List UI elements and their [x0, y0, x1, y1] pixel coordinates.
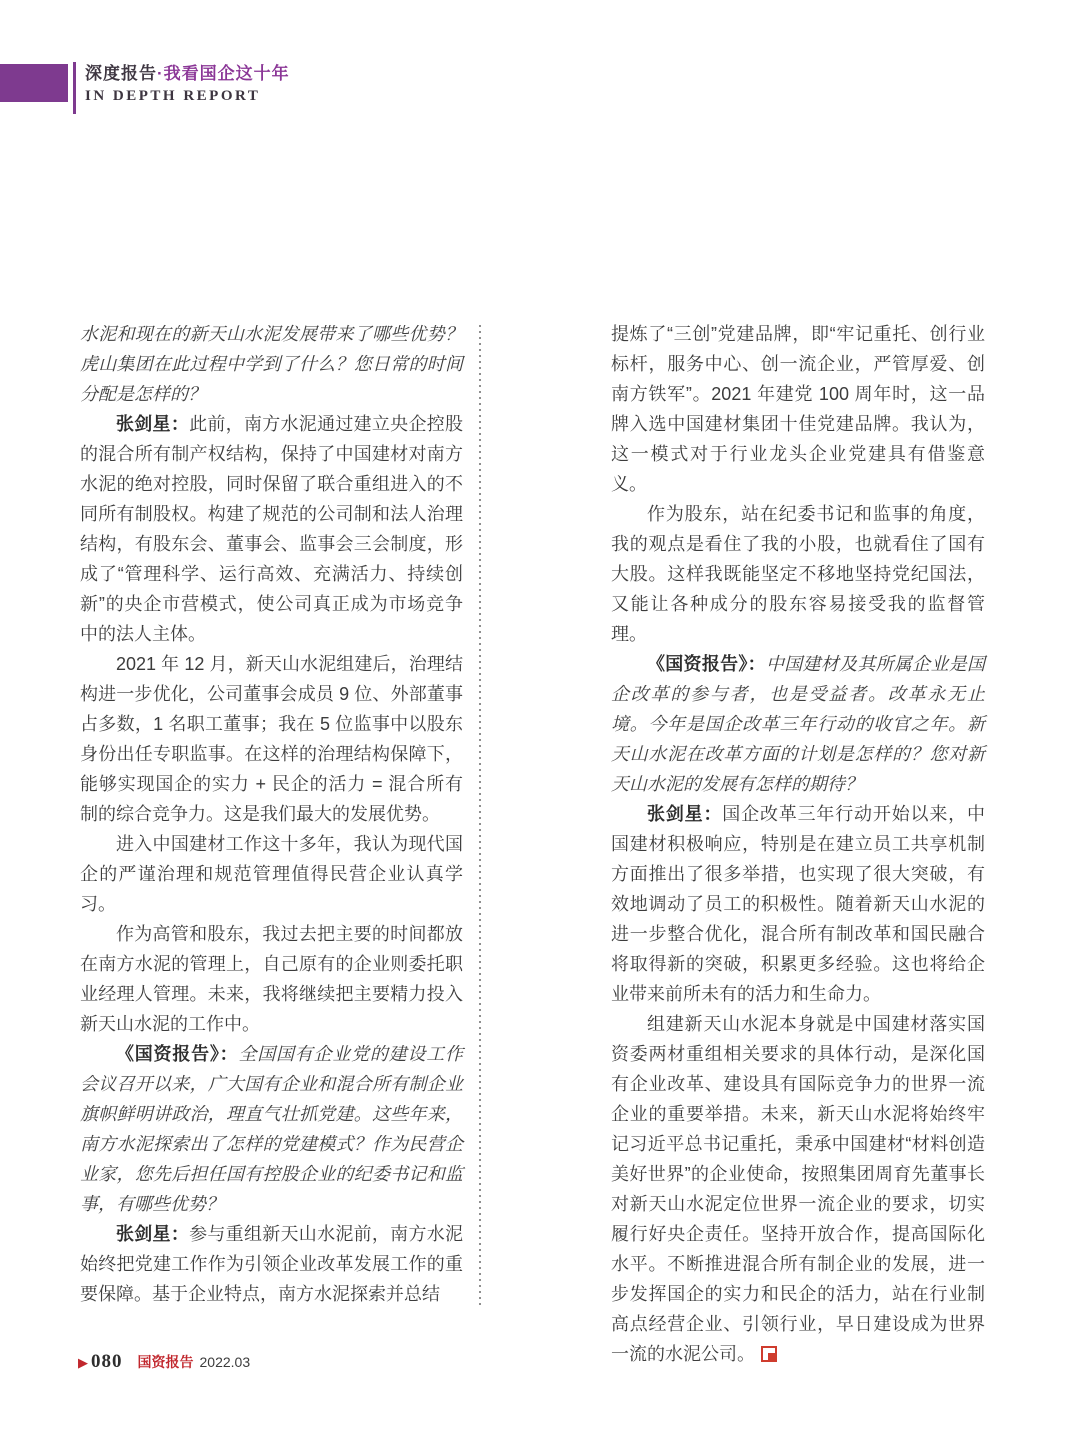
paragraph: [80, 319, 463, 409]
paragraph-text: 提炼了“三创”党建品牌，即“牢记重托、创行业标杆，服务中心、创一流企业，严管厚爱、创南方铁军”。2021 年建党 100 周年时，这一品牌入选中国建材集团十佳党建品牌。我认为，这一模式对于行业龙头企业党建具有借鉴意义。: [611, 324, 985, 494]
paragraph-text: 组建新天山水泥本身就是中国建材落实国资委两材重组相关要求的具体行动，是深化国有企业改革、建设具有国际竞争力的世界一流企业的重要举措。未来，新天山水泥将始终牢记习近平总书记重托，秉承中国建材“材料创造美好世界”的企业使命，按照集团周育先董事长对新天山水泥定位世界一流企业的要求，切实履行好央企责任。坚持开放合作，提高国际化水平。不断推进混合所有制企业的发展，进一步发挥国企的实力和民企的活力，站在行业制高点经营企业、引领行业，早日建设成为世界一流的水泥公司。: [611, 1014, 985, 1364]
interviewer-label: 《国资报告》：: [116, 1044, 239, 1064]
right-column: [611, 319, 985, 1369]
column-divider: [479, 325, 481, 1307]
article-end-icon: [761, 1346, 777, 1362]
paragraph: [80, 1039, 463, 1219]
section-topic-cn: ·我看国企这十年: [157, 64, 290, 83]
paragraph: [80, 829, 463, 919]
section-color-block: [0, 64, 68, 102]
paragraph: [611, 319, 985, 499]
paragraph-text: 参与重组新天山水泥前，南方水泥始终把党建工作作为引领企业改革发展工作的重要保障。基于企业特点，南方水泥探索并总结: [80, 1224, 464, 1304]
issue-date: 2022.03: [199, 1354, 251, 1370]
paragraph-text: 此前，南方水泥通过建立央企控股的混合所有制产权结构，保持了中国建材对南方水泥的绝对控股，同时保留了联合重组进入的不同所有制股权。构建了规范的公司制和法人治理结构，有股东会、董事会、监事会三会制度，形成了“管理科学、运行高效、充满活力、持续创新”的央企市营模式，使公司真正成为市场竞争中的法人主体。: [80, 414, 464, 644]
paragraph: [80, 409, 463, 649]
paragraph-text: 进入中国建材工作这十多年，我认为现代国企的严谨治理和规范管理值得民营企业认真学习。: [80, 834, 463, 914]
header-accent-bar: [73, 62, 76, 114]
section-title-row: [85, 59, 290, 84]
paragraph-text: 作为高管和股东，我过去把主要的时间都放在南方水泥的管理上，自己原有的企业则委托职业经理人管理。未来，我将继续把主要精力投入新天山水泥的工作中。: [80, 924, 463, 1034]
interviewer-label: 《国资报告》：: [647, 654, 766, 674]
paragraph-text: 水泥和现在的新天山水泥发展带来了哪些优势？虎山集团在此过程中学到了什么？您日常的时间分配是怎样的？: [80, 324, 463, 404]
paragraph-text: 全国国有企业党的建设工作会议召开以来，广大国有企业和混合所有制企业旗帜鲜明讲政治，理直气壮抓党建。这些年来，南方水泥探索出了怎样的党建模式？作为民营企业家，您先后担任国有控股企业的纪委书记和监事，有哪些优势？: [80, 1044, 464, 1214]
speaker-label: 张剑星：: [116, 414, 190, 434]
magazine-name: 国资报告: [137, 1354, 194, 1370]
paragraph: [611, 1009, 985, 1369]
paragraph: [80, 1219, 463, 1309]
speaker-label: 张剑星：: [116, 1224, 190, 1244]
paragraph: [611, 499, 985, 649]
paragraph: [80, 649, 463, 829]
speaker-label: 张剑星：: [647, 804, 723, 824]
section-header: [85, 59, 290, 105]
left-column: [80, 319, 463, 1309]
paragraph-text: 中国建材及其所属企业是国企改革的参与者，也是受益者。改革永无止境。今年是国企改革三年行动的收官之年。新天山水泥在改革方面的计划是怎样的？您对新天山水泥的发展有怎样的期待？: [611, 654, 986, 794]
paragraph: [611, 649, 985, 799]
page-number: 080: [91, 1351, 123, 1372]
page-footer: [78, 1351, 250, 1373]
paragraph-text: 2021 年 12 月，新天山水泥组建后，治理结构进一步优化，公司董事会成员 9 位、外部董事占多数，1 名职工董事；我在 5 位监事中以股东身份出任专职监事。在这样的治理结构保障下，能够实现国企的实力 + 民企的活力 = 混合所有制的综合竞争力。这是我们最大的发展优势。: [80, 654, 463, 824]
page-marker-icon: ▶: [78, 1355, 88, 1370]
paragraph-text: 国企改革三年行动开始以来，中国建材积极响应，特别是在建立员工共享机制方面推出了很多举措，也实现了很大突破，有效地调动了员工的积极性。随着新天山水泥的进一步整合优化，混合所有制改革和国民融合将取得新的突破，积累更多经验。这也将给企业带来前所未有的活力和生命力。: [611, 804, 986, 1004]
paragraph: [611, 799, 985, 1009]
paragraph: [80, 919, 463, 1039]
paragraph-text: 作为股东，站在纪委书记和监事的角度，我的观点是看住了我的小股，也就看住了国有大股。这样我既能坚定不移地坚持党纪国法，又能让各种成分的股东容易接受我的监督管理。: [611, 504, 985, 644]
section-title-cn: 深度报告: [85, 64, 157, 83]
section-title-en: IN DEPTH REPORT: [85, 88, 261, 104]
